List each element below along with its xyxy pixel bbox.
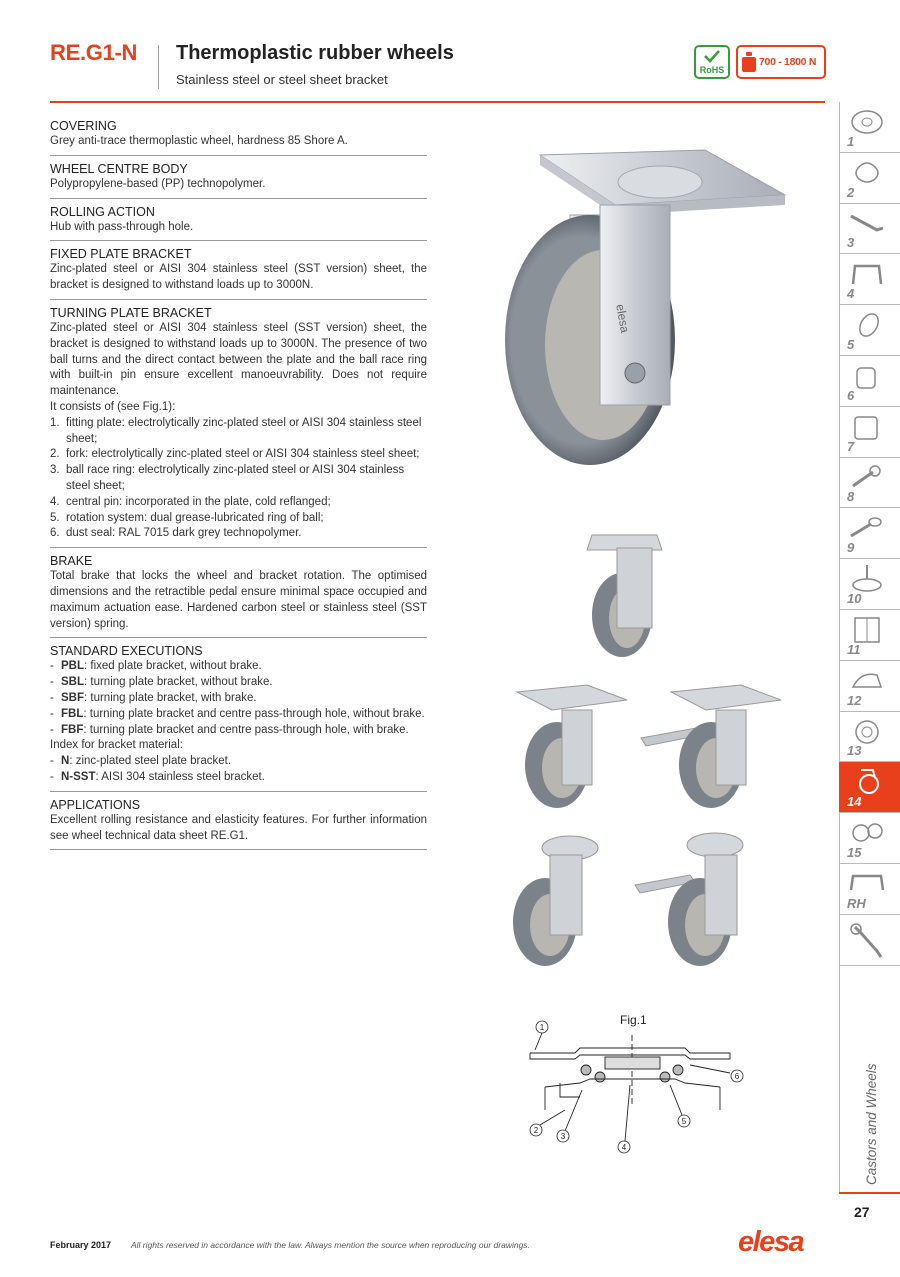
section-text: Hub with pass-through hole. (50, 220, 194, 233)
tab-8[interactable]: 8 (839, 458, 900, 509)
list-intro: It consists of (see Fig.1): (50, 400, 176, 413)
section-text: Grey anti-trace thermoplastic wheel, hardness 85 Shore A. (50, 135, 348, 147)
section-heading: BRAKE (50, 554, 93, 569)
tab-11[interactable]: 11 (839, 610, 900, 661)
tab-5[interactable]: 5 (839, 305, 900, 356)
castor-bolt-hole-image (505, 830, 605, 970)
grip-icon (847, 311, 887, 339)
list-item: - FBF: turning plate bracket and centre pass-through hole, with brake. (50, 723, 409, 736)
knob-icon (847, 159, 887, 187)
weight-icon (741, 51, 757, 73)
tab-12[interactable]: 12 (839, 661, 900, 712)
section-heading: COVERING (50, 119, 117, 133)
footer-rights: All rights reserved in accordance with the law. Always mention the source when reproducing our drawings. (131, 1240, 530, 1250)
list-item: - PBL: fixed plate bracket, without brake. (50, 660, 262, 673)
load-range: 700 - 1800 N (759, 56, 817, 68)
section-text: Excellent rolling resistance and elasticity features. For further information see wheel technical data sheet RE.G1. (50, 813, 427, 842)
footer-date: February 2017 (50, 1240, 112, 1250)
cap-icon (847, 718, 887, 746)
handwheel-icon (847, 108, 887, 136)
section-applications (50, 797, 427, 851)
checkmark-icon (702, 49, 722, 63)
section-heading: STANDARD EXECUTIONS (50, 644, 203, 659)
section-text: Zinc-plated steel or AISI 304 stainless steel (SST version) sheet, the bracket is designed to withstand loads up to 3000N. (50, 263, 427, 292)
product-code: RE.G1-N (50, 40, 138, 65)
callout-1: 1 (539, 1023, 545, 1032)
callout-2: 2 (533, 1126, 539, 1135)
figure-label: Fig.1 (620, 1013, 647, 1027)
tab-rh[interactable]: RH (839, 864, 900, 915)
section-heading: APPLICATIONS (50, 797, 141, 812)
section-title: Castors and Wheels (864, 1063, 879, 1185)
tube-clamp-icon (847, 819, 887, 847)
list-item: - N-SST: AISI 304 stainless steel bracket. (50, 770, 265, 783)
list-item: 1. fitting plate: electrolytically zinc-plated steel or AISI 304 stainless steel sheet; (50, 416, 422, 445)
list-item: - SBL: turning plate bracket, without brake. (50, 676, 273, 689)
header-divider (158, 45, 159, 89)
section-fixed-plate (50, 246, 427, 300)
section-heading: FIXED PLATE BRACKET (50, 247, 192, 262)
castor-bolt-hole-brake-image (630, 830, 780, 970)
section-covering (50, 118, 427, 156)
lever-icon (847, 210, 887, 238)
section-turning-plate (50, 305, 427, 548)
callout-6: 6 (734, 1072, 740, 1081)
section-text: Polypropylene-based (PP) technopolymer. (50, 177, 266, 190)
callout-4: 4 (621, 1143, 627, 1152)
section-heading: WHEEL CENTRE BODY (50, 161, 188, 176)
callout-3: 3 (560, 1132, 566, 1141)
callout-5: 5 (681, 1117, 687, 1126)
tab-2[interactable]: 2 (839, 153, 900, 204)
section-text: Total brake that locks the wheel and bracket rotation. The optimised dimensions and the retractible pedal ensure minimal space occupied and maximum actuation ease. Hardened carbon steel or stainless steel (SST version) spring. (50, 570, 427, 630)
tab-14[interactable]: 14 (839, 762, 900, 813)
section-brake (50, 553, 427, 638)
tab-4[interactable]: 4 (839, 254, 900, 305)
list-item: - N: zinc-plated steel plate bracket. (50, 755, 232, 768)
levelling-foot-icon (847, 565, 887, 593)
hinge-icon (847, 616, 887, 644)
tab-1[interactable]: 1 (839, 102, 900, 153)
description-column (50, 118, 427, 855)
tab-tools[interactable] (839, 915, 900, 966)
brand-logo: elesa (738, 1226, 804, 1258)
tab-9[interactable]: 9 (839, 508, 900, 559)
castor-swivel-brake-image (636, 680, 786, 810)
tab-6[interactable]: 6 (839, 356, 900, 407)
latch-icon (847, 667, 887, 695)
page-number: 27 (854, 1204, 870, 1220)
section-rolling (50, 204, 427, 242)
fig1-cross-section (520, 1015, 760, 1160)
section-heading: ROLLING ACTION (50, 204, 155, 219)
castor-swivel-image (512, 680, 632, 810)
rohs-badge (694, 45, 730, 79)
tab-10[interactable]: 10 (839, 559, 900, 610)
section-heading: TURNING PLATE BRACKET (50, 305, 212, 320)
page-subtitle: Stainless steel or steel sheet bracket (176, 72, 388, 87)
sidebar-rule (839, 1192, 900, 1194)
svg-text:elesa: elesa (613, 303, 632, 334)
pull-handle-icon (847, 870, 887, 898)
clamp-icon (847, 514, 887, 542)
load-badge (736, 45, 826, 79)
section-text: Zinc-plated steel or AISI 304 stainless steel (SST version) sheet, the bracket is designed to withstand loads up to 3000N. The presence of two ball turns and the direct contact between the plate and the ball race ring with built-in pin ensure excellent manoeuvrability. Does not require maintenance. (50, 321, 427, 398)
tab-13[interactable]: 13 (839, 712, 900, 763)
category-tabs (839, 102, 900, 966)
wrench-icon (847, 921, 887, 961)
castor-fixed-image (582, 530, 672, 660)
list-item: 6. dust seal: RAL 7015 dark grey technopolymer. (50, 527, 302, 540)
header-rule (50, 101, 825, 103)
list-item: 2. fork: electrolytically zinc-plated steel or AISI 304 stainless steel sheet; (50, 448, 420, 461)
section-executions (50, 643, 427, 791)
list-item: - FBL: turning plate bracket and centre pass-through hole, without brake. (50, 707, 425, 720)
indicator-icon (847, 413, 887, 441)
list-item: 4. central pin: incorporated in the plate, cold reflanged; (50, 495, 331, 508)
castor-icon (847, 768, 887, 796)
page-title: Thermoplastic rubber wheels (176, 42, 454, 64)
tab-7[interactable]: 7 (839, 407, 900, 458)
control-knob-icon (847, 362, 887, 390)
list-item: 5. rotation system: dual grease-lubricated ring of ball; (50, 511, 324, 524)
section-wheel-body (50, 161, 427, 199)
rohs-label: RoHS (699, 65, 725, 75)
tab-15[interactable]: 15 (839, 813, 900, 864)
index-title: Index for bracket material: (50, 739, 183, 752)
castor-main-image (495, 145, 795, 475)
handle-icon (847, 260, 887, 288)
list-item: - SBF: turning plate bracket, with brake. (50, 691, 257, 704)
list-item: 3. ball race ring: electrolytically zinc-plated steel or AISI 304 stainless steel sheet; (50, 464, 405, 492)
plunger-icon (847, 464, 887, 492)
tab-3[interactable]: 3 (839, 204, 900, 255)
